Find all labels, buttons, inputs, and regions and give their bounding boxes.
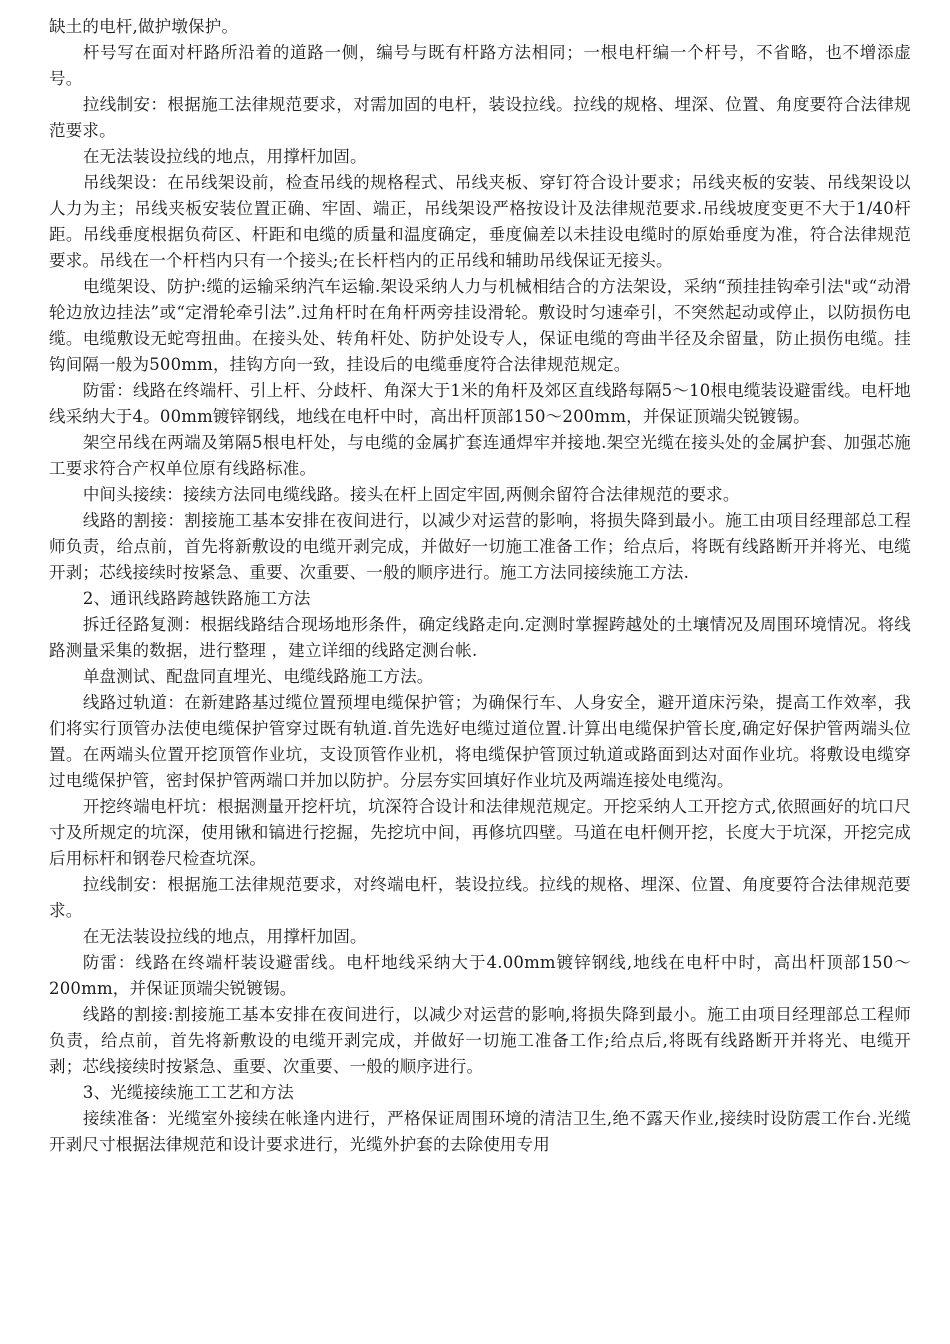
paragraph-route-survey: 拆迁径路复测：根据线路结合现场地形条件，确定线路走向.定测时掌握跨越处的土壤情况及周围环境情况。将线路测量采集的数据，进行整理 ，建立详细的线路定测台帐. [49, 615, 911, 660]
paragraph-messenger-wire: 吊线架设：在吊线架设前，检查吊线的规格程式、吊线夹板、穿钉符合设计要求；吊线夹板的安装、吊线架设以人力为主；吊线夹板安装位置正确、牢固、端正，吊线架设严格按设计及法律规范要求.吊线坡度变更不大于1/40杆距。吊线垂度根据负荷区、杆距和电缆的质量和温度确定，垂度偏差以未挂设电缆时的原始垂度为准，符合法律规范要求。吊线在一个杆档内只有一个接头;在长杆档内的正吊线和辅助吊线保证无接头。 [49, 173, 911, 270]
paragraph-guy-wire-terminal: 拉线制安：根据施工法律规范要求，对终端电杆，装设拉线。拉线的规格、埋深、位置、角度要符合法律规范要求。 [49, 875, 911, 920]
paragraph-middle-joint: 中间头接续：接续方法同电缆线路。接头在杆上固定牢固,两侧余留符合法律规范的要求。 [82, 485, 740, 504]
paragraph-cutover: 线路的割接：割接施工基本安排在夜间进行，以减少对运营的影响，将损失降到最小。施工由项目经理部总工程师负责，给点前，首先将新敷设的电缆开剥完成，并做好一切施工准备工作；给点后，将既有线路断开并将光、电缆开剥；芯线接续时按紧急、重要、次重要、一般的顺序进行。施工方法同接续施工方法. [49, 511, 911, 582]
document-body [49, 14, 911, 1158]
paragraph-aerial-grounding: 架空吊线在两端及第隔5根电杆处，与电缆的金属扩套连通焊牢并接地.架空光缆在接头处的金属护套、加强芯施工要求符合产权单位原有线路标准。 [49, 433, 911, 478]
paragraph-reel-test: 单盘测试、配盘同直埋光、电缆线路施工方法。 [82, 667, 434, 686]
paragraph-terminal-pole-pit: 开挖终端电杆坑：根据测量开挖杆坑，坑深符合设计和法律规范规定。开挖采纳人工开挖方式,依照画好的坑口尺寸及所规定的坑深，使用锹和镐进行挖掘，先挖坑中间，再修坑四壁。马道在电杆侧开挖，长度大于坑深，开挖完成后用标杆和钢卷尺检查坑深。 [49, 797, 911, 868]
paragraph-cutover-2: 线路的割接:割接施工基本安排在夜间进行，以减少对运营的影响,将损失降到最小。施工由项目经理部总工程师负责，给点前，首先将新敷设的电缆开剥完成，并做好一切施工准备工作;给点后,将既有线路断开并将光、电缆开剥；芯线接续时按紧急、重要、次重要、一般的顺序进行。 [49, 1005, 911, 1076]
paragraph-splice-prep: 接续准备：光缆室外接续在帐逢内进行，严格保证周围环境的清洁卫生,绝不露天作业,接续时设防震工作台.光缆开剥尺寸根据法律规范和设计要求进行，光缆外护套的去除使用专用 [49, 1109, 911, 1154]
paragraph-cable-erection: 电缆架设、防护:缆的运输采纳汽车运输.架设采纳人力与机械相结合的方法架设，采纳“预挂挂钩牵引法"或“动滑轮边放边挂法”或“定滑轮牵引法”.过角杆时在角杆两旁挂设滑轮。敷设时匀速牵引，不突然起动或停止，以防损伤电缆。电缆敷设无蛇弯扭曲。在接头处、转角杆处、防护处设专人，保证电缆的弯曲半径及余留量，防止损伤电缆。挂钩间隔一般为500mm，挂钩方向一致，挂设后的电缆垂度符合法律规范规定。 [49, 277, 911, 374]
paragraph-guy-wire: 拉线制安：根据施工法律规范要求，对需加固的电杆，装设拉线。拉线的规格、埋深、位置、角度要符合法律规范要求。 [49, 95, 911, 140]
section-heading-3: 3、光缆接续施工工艺和方法 [82, 1083, 294, 1102]
paragraph-continuation: 缺土的电杆,做护墩保护。 [49, 17, 239, 36]
paragraph-pole-numbering: 杆号写在面对杆路所沿着的道路一侧，编号与既有杆路方法相同；一根电杆编一个杆号，不省略，也不增添虚号。 [49, 43, 911, 88]
paragraph-lightning-terminal: 防雷：线路在终端杆装设避雷线。电杆地线采纳大于4.00mm镀锌钢线,地线在电杆中时，高出杆顶部150～200mm，并保证顶端尖锐镀锡。 [49, 953, 911, 998]
paragraph-strut-pole: 在无法装设拉线的地点，用撑杆加固。 [82, 147, 367, 166]
section-heading-2: 2、通讯线路跨越铁路施工方法 [82, 589, 311, 608]
paragraph-strut-pole-2: 在无法装设拉线的地点，用撑杆加固。 [82, 927, 367, 946]
paragraph-lightning-protection: 防雷：线路在终端杆、引上杆、分歧杆、角深大于1米的角杆及郊区直线路每隔5～10根电缆装设避雷线。电杆地线采纳大于4。00mm镀锌钢线，地线在电杆中时，高出杆顶部150～200mm，并保证顶端尖锐镀锡。 [49, 381, 911, 426]
paragraph-track-crossing: 线路过轨道：在新建路基过缆位置预埋电缆保护管；为确保行车、人身安全，避开道床污染，提高工作效率，我们将实行顶管办法使电缆保护管穿过既有轨道.首先选好电缆过道位置.计算出电缆保护管长度,确定好保护管两端头位置。在两端头位置开挖顶管作业坑，支设顶管作业机，将电缆保护管顶过轨道或路面到达对面作业坑。将敷设电缆穿过电缆保护管，密封保护管两端口并加以防护。分层夯实回填好作业坑及两端连接处电缆沟。 [49, 693, 911, 790]
